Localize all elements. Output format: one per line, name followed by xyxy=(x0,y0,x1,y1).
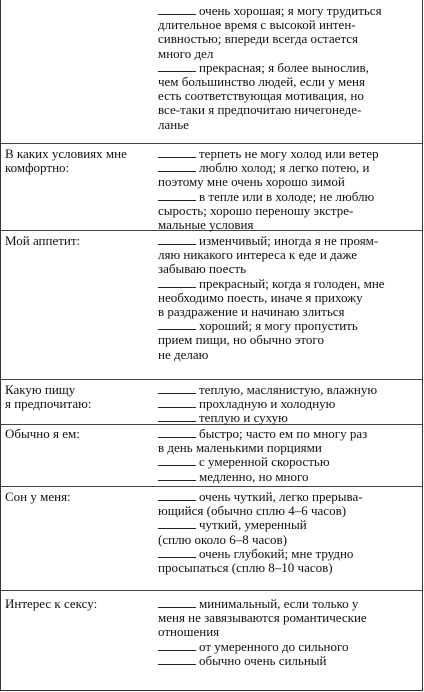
answer-text: очень глубокий; мне трудно xyxy=(199,545,354,561)
answer-blank[interactable] xyxy=(158,319,196,330)
answer-option-line xyxy=(158,611,418,625)
answer-text: просыпаться (сплю 8–10 часов) xyxy=(158,559,333,575)
answer-option xyxy=(158,190,418,233)
answer-option-line xyxy=(158,504,418,518)
answer-text: поэтому мне очень хорошо зимой xyxy=(158,174,345,190)
answer-options xyxy=(158,234,418,362)
answer-blank[interactable] xyxy=(158,383,196,394)
answer-text: в день маленькими порциями xyxy=(158,440,322,456)
answer-text: отношения xyxy=(158,624,220,640)
question-section xyxy=(1,144,422,231)
answer-option xyxy=(158,277,418,320)
answer-option-line xyxy=(158,89,418,103)
answer-option-line xyxy=(158,190,418,204)
answer-options xyxy=(158,147,418,232)
question-section xyxy=(1,425,422,487)
answer-blank[interactable] xyxy=(158,61,196,72)
answer-text: чуткий, умеренный xyxy=(199,517,307,533)
answer-text: все-таки я предпочитаю ничегонеде- xyxy=(158,102,362,118)
answer-text: теплую, маслянистую, влажную xyxy=(199,382,378,397)
question-label: В каких условиях мне комфортно: xyxy=(5,146,127,176)
answer-option xyxy=(158,4,418,61)
answer-text: хороший; я могу пропустить xyxy=(199,318,358,334)
answer-option-line xyxy=(158,490,418,504)
answer-option-line xyxy=(158,234,418,248)
answer-text: мальные условия xyxy=(158,216,254,232)
answer-option-line xyxy=(158,333,418,347)
answer-option xyxy=(158,470,418,484)
answer-option xyxy=(158,411,418,425)
answer-options xyxy=(158,427,418,484)
answer-option-line xyxy=(158,470,418,484)
answer-text: терпеть не могу холод или ветер xyxy=(199,146,379,161)
answer-option-line xyxy=(158,547,418,561)
answer-text: в раздражение и начинаю злиться xyxy=(158,303,345,319)
question-label: Мой аппетит: xyxy=(5,233,81,248)
answer-text: прохладную и холодную xyxy=(199,396,336,412)
answer-text: сырость; хорошо переношу экстре- xyxy=(158,202,354,218)
answer-option-line xyxy=(158,75,418,89)
answer-text: забываю поесть xyxy=(158,261,247,277)
answer-option xyxy=(158,397,418,411)
answer-option-line xyxy=(158,61,418,75)
answer-option xyxy=(158,455,418,469)
answer-option xyxy=(158,234,418,277)
answer-option-line xyxy=(158,147,418,161)
answer-text: медленно, но много xyxy=(199,468,309,484)
answer-options xyxy=(158,597,418,668)
question-label: Сон у меня: xyxy=(5,489,71,504)
answer-blank[interactable] xyxy=(158,455,196,466)
answer-text: много дел xyxy=(158,45,214,61)
answer-option-line xyxy=(158,533,418,547)
question-label: Какую пищу я предпочитаю: xyxy=(5,382,92,412)
answer-option-line xyxy=(158,4,418,18)
answer-option xyxy=(158,61,418,132)
answer-option-line xyxy=(158,218,418,232)
answer-option-line xyxy=(158,103,418,117)
answer-text: с умеренной скоростью xyxy=(199,454,330,470)
answer-option-line xyxy=(158,291,418,305)
question-label: Интерес к сексу: xyxy=(5,596,98,611)
answer-option-line xyxy=(158,118,418,132)
answer-options xyxy=(158,383,418,426)
answer-option-line xyxy=(158,441,418,455)
answer-option-line xyxy=(158,277,418,291)
answer-text: сивностью; впереди всегда остается xyxy=(158,31,359,47)
answer-option-line xyxy=(158,427,418,441)
answer-blank[interactable] xyxy=(158,190,196,201)
answer-text: прекрасный; когда я голоден, мне xyxy=(199,275,385,291)
answer-option-line xyxy=(158,161,418,175)
answer-option xyxy=(158,427,418,455)
answer-text: изменчивый; иногда я не проям- xyxy=(199,233,379,248)
answer-option-line xyxy=(158,397,418,411)
answer-text: меня не завязываются романтические xyxy=(158,610,367,626)
answer-text: прекрасная; я более вынослив, xyxy=(199,59,369,75)
answer-option-line xyxy=(158,204,418,218)
answer-text: в тепле или в холоде; не люблю xyxy=(199,188,375,204)
answer-text: ющийся (обычно сплю 4–6 часов) xyxy=(158,503,347,519)
answer-option xyxy=(158,383,418,397)
answer-text: минимальный, если только у xyxy=(199,596,359,611)
question-section xyxy=(1,0,422,144)
answer-option xyxy=(158,161,418,189)
answer-text: есть соответствующая мотивация, но xyxy=(158,88,364,104)
answer-option-line xyxy=(158,18,418,32)
answer-text: ланье xyxy=(158,116,189,132)
answer-blank[interactable] xyxy=(158,597,196,608)
answer-option-line xyxy=(158,411,418,425)
answer-text: быстро; часто ем по многу раз xyxy=(199,426,368,441)
answer-text: от умеренного до сильного xyxy=(199,638,349,654)
answer-option xyxy=(158,147,418,161)
answer-blank[interactable] xyxy=(158,161,196,172)
answer-blank[interactable] xyxy=(158,234,196,245)
question-label: Обычно я ем: xyxy=(5,426,80,441)
answer-blank[interactable] xyxy=(158,277,196,288)
answer-option-line xyxy=(158,597,418,611)
answer-blank[interactable] xyxy=(158,4,196,15)
answer-option xyxy=(158,319,418,362)
answer-option xyxy=(158,547,418,575)
answer-blank[interactable] xyxy=(158,427,196,438)
answer-option-line xyxy=(158,640,418,654)
answer-blank[interactable] xyxy=(158,547,196,558)
answer-text: очень чуткий, легко прерыва- xyxy=(199,489,363,504)
answer-text: (сплю около 6–8 часов) xyxy=(158,531,288,547)
answer-option-line xyxy=(158,262,418,276)
answer-text: ляю никакого интереса к еде и даже xyxy=(158,247,358,263)
answer-blank[interactable] xyxy=(158,470,196,481)
answer-blank[interactable] xyxy=(158,490,196,501)
answer-option-line xyxy=(158,248,418,262)
answer-option-line xyxy=(158,47,418,61)
question-section xyxy=(1,231,422,380)
question-section xyxy=(1,380,422,425)
answer-text: обычно очень сильный xyxy=(199,652,327,668)
answer-text: необходимо поесть, иначе я прихожу xyxy=(158,289,363,305)
answer-option-line xyxy=(158,319,418,333)
answer-option xyxy=(158,640,418,654)
answer-text: теплую и сухую xyxy=(199,410,288,426)
answer-options xyxy=(158,4,418,132)
answer-option-line xyxy=(158,32,418,46)
answer-text: очень хорошая; я могу трудиться xyxy=(199,3,382,18)
question-section xyxy=(1,487,422,591)
answer-option xyxy=(158,490,418,518)
answer-option-line xyxy=(158,305,418,319)
answer-text: прием пищи, но обычно этого xyxy=(158,332,324,348)
answer-option xyxy=(158,654,418,668)
answer-blank[interactable] xyxy=(158,640,196,651)
answer-text: длительное время с высокой интен- xyxy=(158,17,356,33)
answer-option-line xyxy=(158,175,418,189)
answer-option-line xyxy=(158,654,418,668)
answer-option-line xyxy=(158,348,418,362)
answer-option-line xyxy=(158,383,418,397)
answer-blank[interactable] xyxy=(158,518,196,529)
answer-blank[interactable] xyxy=(158,147,196,158)
answer-option-line xyxy=(158,518,418,532)
question-section xyxy=(1,591,422,691)
answer-text: не делаю xyxy=(158,346,209,362)
answer-text: чем большинство людей, если у меня xyxy=(158,73,365,89)
answer-option xyxy=(158,597,418,640)
answer-blank[interactable] xyxy=(158,654,196,665)
answer-option xyxy=(158,518,418,546)
answer-option-line xyxy=(158,561,418,575)
answer-text: люблю холод; я легко потею, и xyxy=(199,160,370,176)
answer-option-line xyxy=(158,455,418,469)
answer-blank[interactable] xyxy=(158,397,196,408)
answer-options xyxy=(158,490,418,575)
answer-option-line xyxy=(158,625,418,639)
answer-blank[interactable] xyxy=(158,411,196,422)
